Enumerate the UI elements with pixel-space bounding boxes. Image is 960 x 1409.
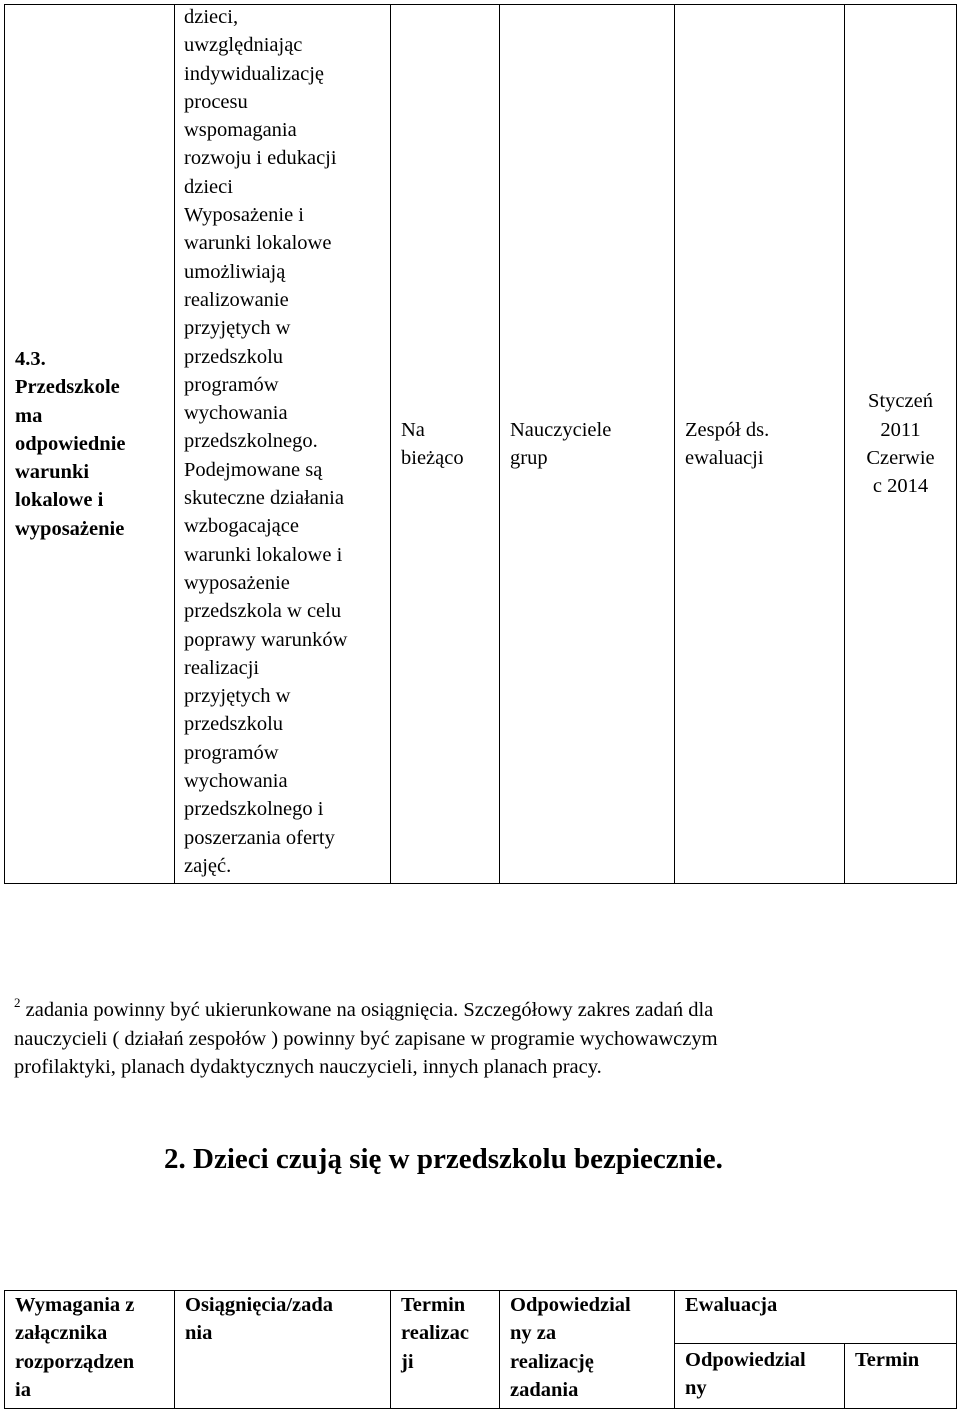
responsible-text [510,416,674,473]
measures-table-header [4,1290,957,1409]
text-line: grup [510,447,548,469]
text-line: Przedszkole [15,376,120,399]
header-evaluation: Ewaluacja [675,1291,957,1344]
text-line: 4.3. [15,347,46,370]
text-line: zadania [510,1378,579,1401]
header-requirements [5,1291,175,1409]
text-line: realizac [401,1322,469,1345]
text-line: umożliwiają [184,260,286,283]
text-line: uwzględniając [184,34,303,57]
text-line: warunki [15,461,90,484]
footnote [14,996,914,1082]
text-line: odpowiednie [15,432,126,455]
eval-responsible-text [685,416,844,473]
text-line: Zespół ds. [685,418,770,441]
text-line: skuteczne działania [184,487,344,510]
header-eval-term: Termin [845,1344,957,1409]
text-line: Nauczyciele [510,418,612,441]
text-line: Czerwie [866,447,935,469]
footnote-marker: 2 [14,995,21,1010]
text-line: przedszkolu [184,713,284,736]
text-line: ma [15,404,43,427]
table-row [5,5,957,884]
text-line: Wymagania z [15,1294,135,1316]
text-line: Podejmowane są [184,458,323,481]
text-line: Odpowiedzial [510,1294,631,1316]
eval-term-text [853,387,948,500]
section-heading: 2. Dzieci czują się w przedszkolu bezpiecznie. [164,1143,723,1175]
achievement-cell [175,5,391,884]
text-line: bieżąco [401,447,464,469]
text-line: c 2014 [872,475,929,498]
header-responsible-text [510,1291,674,1404]
text-line: rozporządzen [15,1350,135,1373]
footnote-line [14,996,914,1025]
text-line: wychowania [184,770,288,793]
text-line: ny [685,1377,707,1400]
text-line: przyjętych w [184,685,291,708]
header-achievements-text [185,1291,390,1348]
header-achievements [175,1291,391,1409]
text-line: załącznika [15,1322,108,1345]
eval-responsible-cell [675,5,845,884]
text-line: procesu [184,90,248,113]
header-eval-responsible-text [685,1346,844,1403]
text-line: Na [401,418,425,441]
text-line: przedszkolnego. [184,430,318,453]
text-line: przedszkola w celu [184,600,342,623]
footnote-line-text: zadania powinny być ukierunkowane na osiągnięcia. Szczegółowy zakres zadań dla [20,999,714,1021]
text-line: poprawy warunków [184,628,348,651]
text-line: wzbogacające [184,515,299,538]
text-line: indywidualizację [184,62,325,85]
text-line: dzieci, [184,6,239,28]
footnote-line: nauczycieli ( działań zespołów ) powinny być zapisane w programie wychowawczym [14,1027,718,1050]
requirement-text [15,345,174,543]
text-line: realizowanie [184,288,289,311]
header-row [5,1291,957,1344]
text-line: wspomagania [184,119,297,142]
header-eval-responsible [675,1344,845,1409]
text-line: ewaluacji [685,447,764,469]
text-line: przedszkolu [184,345,284,368]
text-line: poszerzania oferty [184,826,335,849]
term-text [401,416,499,473]
term-cell [391,5,500,884]
text-line: Termin [401,1294,466,1316]
text-line: Styczeń [868,390,933,413]
text-line: ia [15,1378,31,1401]
text-line: realizację [510,1350,594,1373]
achievement-text [184,3,390,880]
header-term [391,1291,500,1409]
text-line: lokalowe i [15,489,104,512]
text-line: 2011 [880,418,921,441]
text-line: wychowania [184,402,288,425]
text-line: przyjętych w [184,317,291,340]
header-responsible [500,1291,675,1409]
text-line: ji [401,1350,414,1373]
requirement-cell [5,5,175,884]
responsible-cell [500,5,675,884]
text-line: programów [184,373,279,396]
measures-table-continuation [4,4,957,884]
text-line: realizacji [184,656,260,679]
text-line: przedszkolnego i [184,798,324,821]
text-line: dzieci [184,175,233,198]
header-term-text [401,1291,499,1376]
text-line: zajęć. [184,854,232,877]
text-line: Wyposażenie i [184,204,305,227]
text-line: warunki lokalowe i [184,543,343,566]
text-line: wyposażenie [184,571,290,594]
text-line: Osiągnięcia/zada [185,1294,334,1316]
header-requirements-text [15,1291,174,1404]
text-line: nia [185,1322,213,1345]
text-line: wyposażenie [15,517,125,540]
footnote-line: profilaktyki, planach dydaktycznych nauczycieli, innych planach pracy. [14,1056,602,1078]
text-line: programów [184,741,279,764]
text-line: ny za [510,1322,557,1345]
text-line: warunki lokalowe [184,232,332,255]
text-line: rozwoju i edukacji [184,147,337,170]
text-line: Odpowiedzial [685,1349,806,1371]
eval-term-cell [845,5,957,884]
